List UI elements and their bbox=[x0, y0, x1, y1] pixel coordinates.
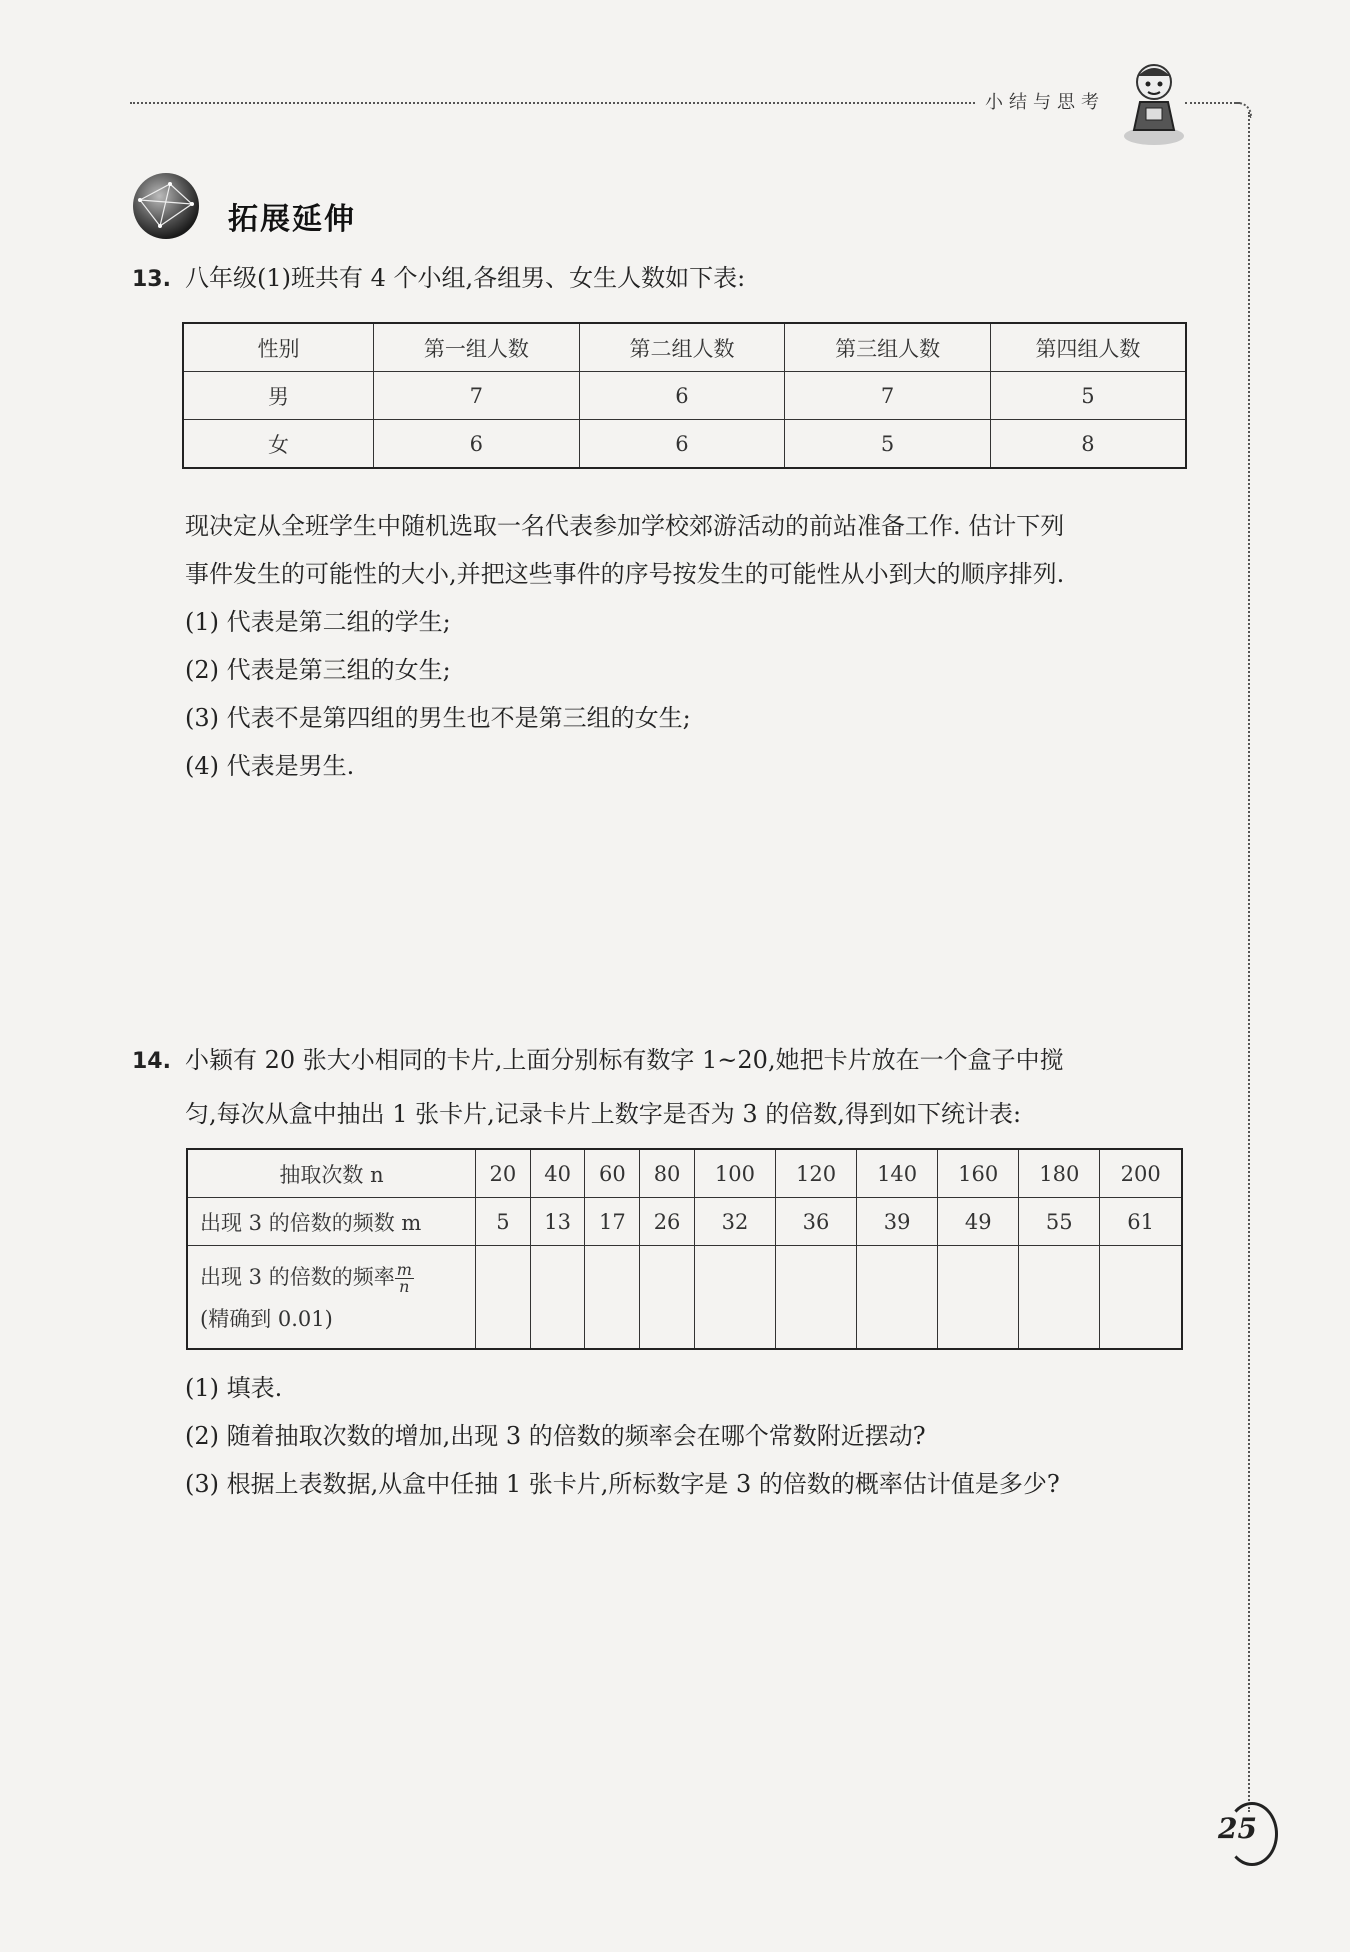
problem-13-item: (2) 代表是第三组的女生; bbox=[185, 656, 451, 684]
problem-14-text-line2: 匀,每次从盒中抽出 1 张卡片,记录卡片上数字是否为 3 的倍数,得到如下统计表: bbox=[185, 1100, 1022, 1128]
table-row bbox=[183, 420, 1186, 469]
table-header-cell: 第一组人数 bbox=[374, 323, 580, 372]
table-cell: 32 bbox=[694, 1198, 775, 1246]
answer-cell[interactable] bbox=[640, 1246, 695, 1350]
table-row bbox=[187, 1198, 1182, 1246]
table-cell: 39 bbox=[857, 1198, 938, 1246]
table-header-cell: 第三组人数 bbox=[785, 323, 991, 372]
answer-cell[interactable] bbox=[530, 1246, 585, 1350]
table-cell: 200 bbox=[1100, 1149, 1182, 1198]
table-cell: 7 bbox=[785, 372, 991, 420]
header-title: 小结与思考 bbox=[985, 92, 1105, 113]
table-row-label: 出现 3 的倍数的频数 m bbox=[187, 1198, 476, 1246]
table-cell: 6 bbox=[374, 420, 580, 469]
frequency-label: 出现 3 的倍数的频率 bbox=[200, 1265, 395, 1289]
table-row bbox=[187, 1246, 1182, 1350]
answer-cell[interactable] bbox=[776, 1246, 857, 1350]
problem-13-number: 13. bbox=[132, 267, 171, 292]
page-number-badge bbox=[1196, 1802, 1276, 1862]
problem-14-item: (1) 填表. bbox=[185, 1374, 283, 1402]
answer-cell[interactable] bbox=[585, 1246, 640, 1350]
frequency-table bbox=[186, 1148, 1183, 1350]
table-cell: 17 bbox=[585, 1198, 640, 1246]
problem-13-stem bbox=[132, 254, 745, 304]
section-title: 拓展延伸 bbox=[228, 202, 356, 237]
precision-note: (精确到 0.01) bbox=[200, 1307, 333, 1331]
table-header-cell: 第四组人数 bbox=[990, 323, 1186, 372]
table-cell: 55 bbox=[1019, 1198, 1100, 1246]
gender-table bbox=[182, 322, 1187, 469]
table-cell: 13 bbox=[530, 1198, 585, 1246]
table-row-label bbox=[187, 1246, 476, 1350]
problem-13-text: 八年级(1)班共有 4 个小组,各组男、女生人数如下表: bbox=[184, 264, 746, 292]
table-row bbox=[187, 1149, 1182, 1198]
table-cell: 8 bbox=[990, 420, 1186, 469]
table-cell: 6 bbox=[579, 420, 785, 469]
table-cell: 5 bbox=[476, 1198, 531, 1246]
problem-14-number: 14. bbox=[132, 1049, 171, 1074]
problem-14-text: 小颖有 20 张大小相同的卡片,上面分别标有数字 1~20,她把卡片放在一个盒子中搅 bbox=[184, 1046, 1064, 1074]
table-cell: 26 bbox=[640, 1198, 695, 1246]
header-dotted-line-right bbox=[1185, 102, 1240, 104]
fraction-m-over-n bbox=[395, 1262, 414, 1295]
table-cell: 40 bbox=[530, 1149, 585, 1198]
table-cell: 160 bbox=[938, 1149, 1019, 1198]
table-cell: 男 bbox=[183, 372, 374, 420]
table-row-label: 抽取次数 n bbox=[187, 1149, 476, 1198]
fraction-numerator: m bbox=[396, 1260, 412, 1279]
problem-13-item: (4) 代表是男生. bbox=[185, 752, 355, 780]
table-header-cell: 第二组人数 bbox=[579, 323, 785, 372]
table-cell: 80 bbox=[640, 1149, 695, 1198]
table-cell: 140 bbox=[857, 1149, 938, 1198]
table-cell: 20 bbox=[476, 1149, 531, 1198]
table-cell: 60 bbox=[585, 1149, 640, 1198]
margin-dotted-line bbox=[1248, 112, 1250, 1812]
table-cell: 36 bbox=[776, 1198, 857, 1246]
table-cell: 61 bbox=[1100, 1198, 1182, 1246]
table-cell: 5 bbox=[990, 372, 1186, 420]
table-cell: 5 bbox=[785, 420, 991, 469]
problem-14-item: (3) 根据上表数据,从盒中任抽 1 张卡片,所标数字是 3 的倍数的概率估计值是多少? bbox=[185, 1470, 1060, 1498]
fraction-denominator: n bbox=[399, 1277, 410, 1296]
globe-icon bbox=[130, 170, 202, 242]
table-row bbox=[183, 372, 1186, 420]
header-dotted-line bbox=[130, 102, 975, 104]
problem-13-line: 现决定从全班学生中随机选取一名代表参加学校郊游活动的前站准备工作. 估计下列 bbox=[185, 512, 1065, 540]
table-cell: 6 bbox=[579, 372, 785, 420]
table-cell: 120 bbox=[776, 1149, 857, 1198]
table-cell: 100 bbox=[694, 1149, 775, 1198]
page-number: 25 bbox=[1218, 1812, 1257, 1845]
problem-14-stem bbox=[132, 1036, 1064, 1086]
answer-cell[interactable] bbox=[938, 1246, 1019, 1350]
answer-cell[interactable] bbox=[857, 1246, 938, 1350]
answer-cell[interactable] bbox=[694, 1246, 775, 1350]
table-cell: 180 bbox=[1019, 1149, 1100, 1198]
table-cell: 49 bbox=[938, 1198, 1019, 1246]
problem-14-item: (2) 随着抽取次数的增加,出现 3 的倍数的频率会在哪个常数附近摆动? bbox=[185, 1422, 926, 1450]
answer-cell[interactable] bbox=[1019, 1246, 1100, 1350]
table-header-cell: 性别 bbox=[183, 323, 374, 372]
answer-cell[interactable] bbox=[476, 1246, 531, 1350]
problem-13-item: (1) 代表是第二组的学生; bbox=[185, 608, 451, 636]
table-header-row bbox=[183, 323, 1186, 372]
table-cell: 7 bbox=[374, 372, 580, 420]
table-cell: 女 bbox=[183, 420, 374, 469]
mascot-icon bbox=[1118, 56, 1190, 148]
problem-13-line: 事件发生的可能性的大小,并把这些事件的序号按发生的可能性从小到大的顺序排列. bbox=[185, 560, 1065, 588]
answer-cell[interactable] bbox=[1100, 1246, 1182, 1350]
problem-13-item: (3) 代表不是第四组的男生也不是第三组的女生; bbox=[185, 704, 691, 732]
